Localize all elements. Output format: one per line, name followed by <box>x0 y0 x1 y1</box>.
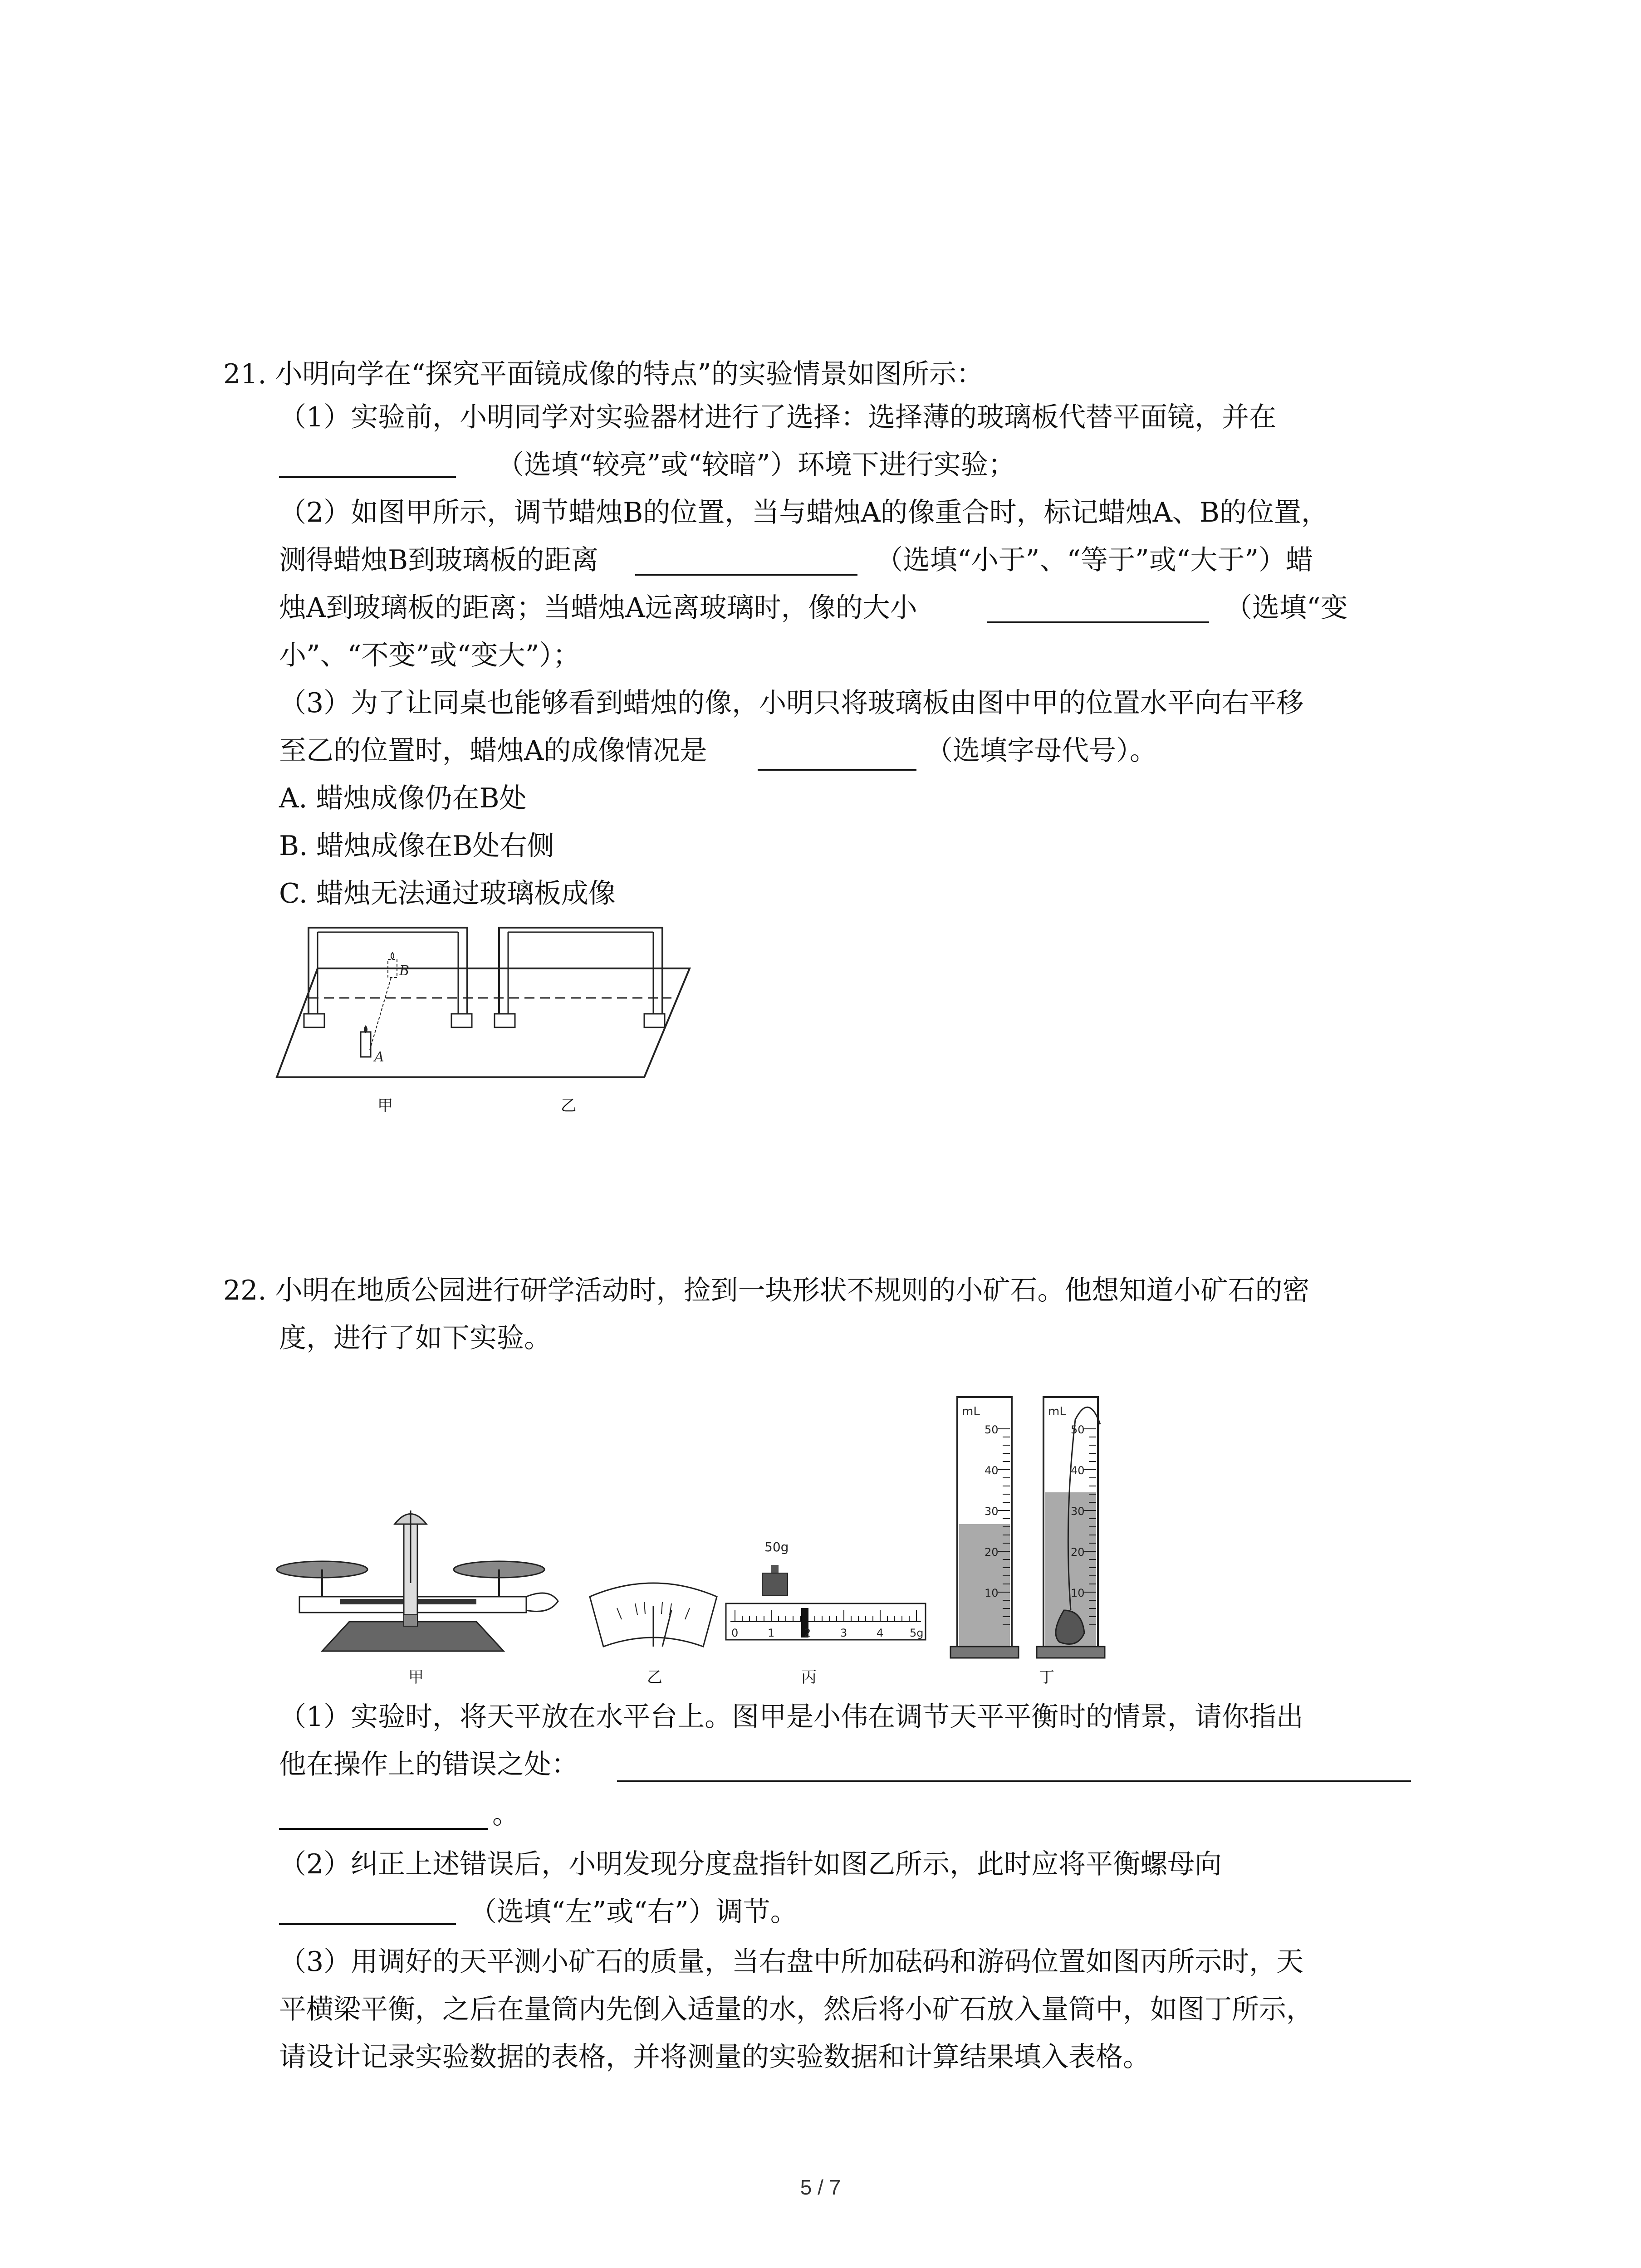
candle-b-label: B <box>399 963 410 979</box>
cyl1-tick-50: 50 <box>985 1423 999 1436</box>
q22-part1-line1: （1）实验时，将天平放在水平台上。图甲是小伟在调节天平平衡时的情景，请你指出 <box>279 1701 1304 1733</box>
balance-figure <box>277 1510 558 1651</box>
q21-mirror-figure <box>272 914 708 1095</box>
q21-option-b[interactable]: B. 蜡烛成像在B处右侧 <box>279 830 554 862</box>
q21-part3-line2b: （选填字母代号）。 <box>926 735 1157 767</box>
cyl2-tick-50: 50 <box>1071 1423 1085 1436</box>
q22-caption-jia: 甲 <box>408 1668 424 1686</box>
q21-part1-line2: （选填“较亮”或“较暗”）环境下进行实验； <box>497 449 1015 481</box>
cyl2-tick-30: 30 <box>1071 1505 1085 1518</box>
cyl1-tick-40: 40 <box>985 1464 999 1477</box>
cyl1-tick-10: 10 <box>985 1587 999 1599</box>
q22-part1-line2: 他在操作上的错误之处： <box>279 1749 578 1780</box>
q22-stem-line2: 度，进行了如下实验。 <box>279 1322 551 1354</box>
q21-part2-line3b: （选填“变 <box>1225 592 1348 624</box>
cyl1-tick-30: 30 <box>985 1505 999 1518</box>
q22-caption-bing: 丙 <box>801 1668 817 1686</box>
q22-figures <box>272 1374 1180 1683</box>
q21-option-a[interactable]: A. 蜡烛成像仍在B处 <box>279 782 527 814</box>
q21-part2-line4: 小”、“不变”或“变大”）； <box>279 640 580 671</box>
q22-part2-line2: （选填“左”或“右”）调节。 <box>470 1896 798 1928</box>
q22-blank-2[interactable] <box>279 1923 456 1925</box>
q22-caption-yi: 乙 <box>647 1668 662 1686</box>
q22-part1-line3: 。 <box>492 1799 519 1830</box>
q22-part3-line3: 请设计记录实验数据的表格，并将测量的实验数据和计算结果填入表格。 <box>279 2041 1150 2073</box>
scale-num-3: 3 <box>840 1627 847 1639</box>
cyl1-tick-20: 20 <box>985 1546 999 1559</box>
q21-part2-line3a: 烛A到玻璃板的距离；当蜡烛A远离玻璃时，像的大小 <box>279 592 917 624</box>
cyl2-unit: mL <box>1048 1405 1066 1418</box>
q21-part2-line2a: 测得蜡烛B到玻璃板的距离 <box>279 544 599 576</box>
q21-stem: 21. 小明向学在“探究平面镜成像的特点”的实验情景如图所示： <box>223 358 984 390</box>
scale-num-0: 0 <box>731 1627 739 1639</box>
dial-figure <box>590 1583 717 1647</box>
q21-blank-1[interactable] <box>279 476 456 478</box>
q22-caption-ding: 丁 <box>1039 1668 1054 1686</box>
scale-num-5: 5g <box>910 1627 924 1639</box>
scale-num-4: 4 <box>877 1627 884 1639</box>
q21-blank-4[interactable] <box>758 769 916 771</box>
candle-a-label: A <box>374 1049 384 1065</box>
scale-num-2: 2 <box>804 1627 811 1639</box>
q22-part3-line1: （3）用调好的天平测小矿石的质量，当右盘中所加砝码和游码位置如图丙所示时，天 <box>279 1946 1304 1978</box>
weight-label: 50g <box>764 1540 789 1554</box>
q21-blank-3[interactable] <box>987 621 1209 623</box>
scale-num-1: 1 <box>768 1627 775 1639</box>
q22-part3-line2: 平横梁平衡，之后在量筒内先倒入适量的水，然后将小矿石放入量筒中，如图丁所示， <box>279 1994 1313 2025</box>
cyl2-tick-40: 40 <box>1071 1464 1085 1477</box>
q21-caption-yi: 乙 <box>561 1097 576 1115</box>
q21-part3-line2a: 至乙的位置时，蜡烛A的成像情况是 <box>279 735 707 767</box>
scale-figure <box>726 1540 926 1640</box>
cyl2-tick-20: 20 <box>1071 1546 1085 1559</box>
cylinders-figure <box>950 1397 1105 1658</box>
cyl1-unit: mL <box>962 1405 980 1418</box>
q21-part2-line2b: （选填“小于”、“等于”或“大于”）蜡 <box>876 544 1313 576</box>
q21-option-c[interactable]: C. 蜡烛无法通过玻璃板成像 <box>279 878 616 909</box>
q22-part2-line1: （2）纠正上述错误后，小明发现分度盘指针如图乙所示，此时应将平衡螺母向 <box>279 1848 1222 1880</box>
q21-part1-line1: （1）实验前，小明同学对实验器材进行了选择：选择薄的玻璃板代替平面镜，并在 <box>279 401 1277 433</box>
q22-blank-1[interactable] <box>617 1780 1411 1782</box>
q22-stem-line1: 22. 小明在地质公园进行研学活动时，捡到一块形状不规则的小矿石。他想知道小矿石的密 <box>223 1275 1310 1306</box>
cyl2-tick-10: 10 <box>1071 1587 1085 1599</box>
q21-part2-line1: （2）如图甲所示，调节蜡烛B的位置，当与蜡烛A的像重合时，标记蜡烛A、B的位置， <box>279 497 1329 528</box>
q22-blank-1-cont[interactable] <box>279 1828 488 1830</box>
page-number: 5 / 7 <box>800 2175 841 2199</box>
q21-caption-jia: 甲 <box>377 1097 393 1115</box>
q21-part3-line1: （3）为了让同桌也能够看到蜡烛的像，小明只将玻璃板由图中甲的位置水平向右平移 <box>279 687 1304 719</box>
q21-blank-2[interactable] <box>635 574 857 576</box>
